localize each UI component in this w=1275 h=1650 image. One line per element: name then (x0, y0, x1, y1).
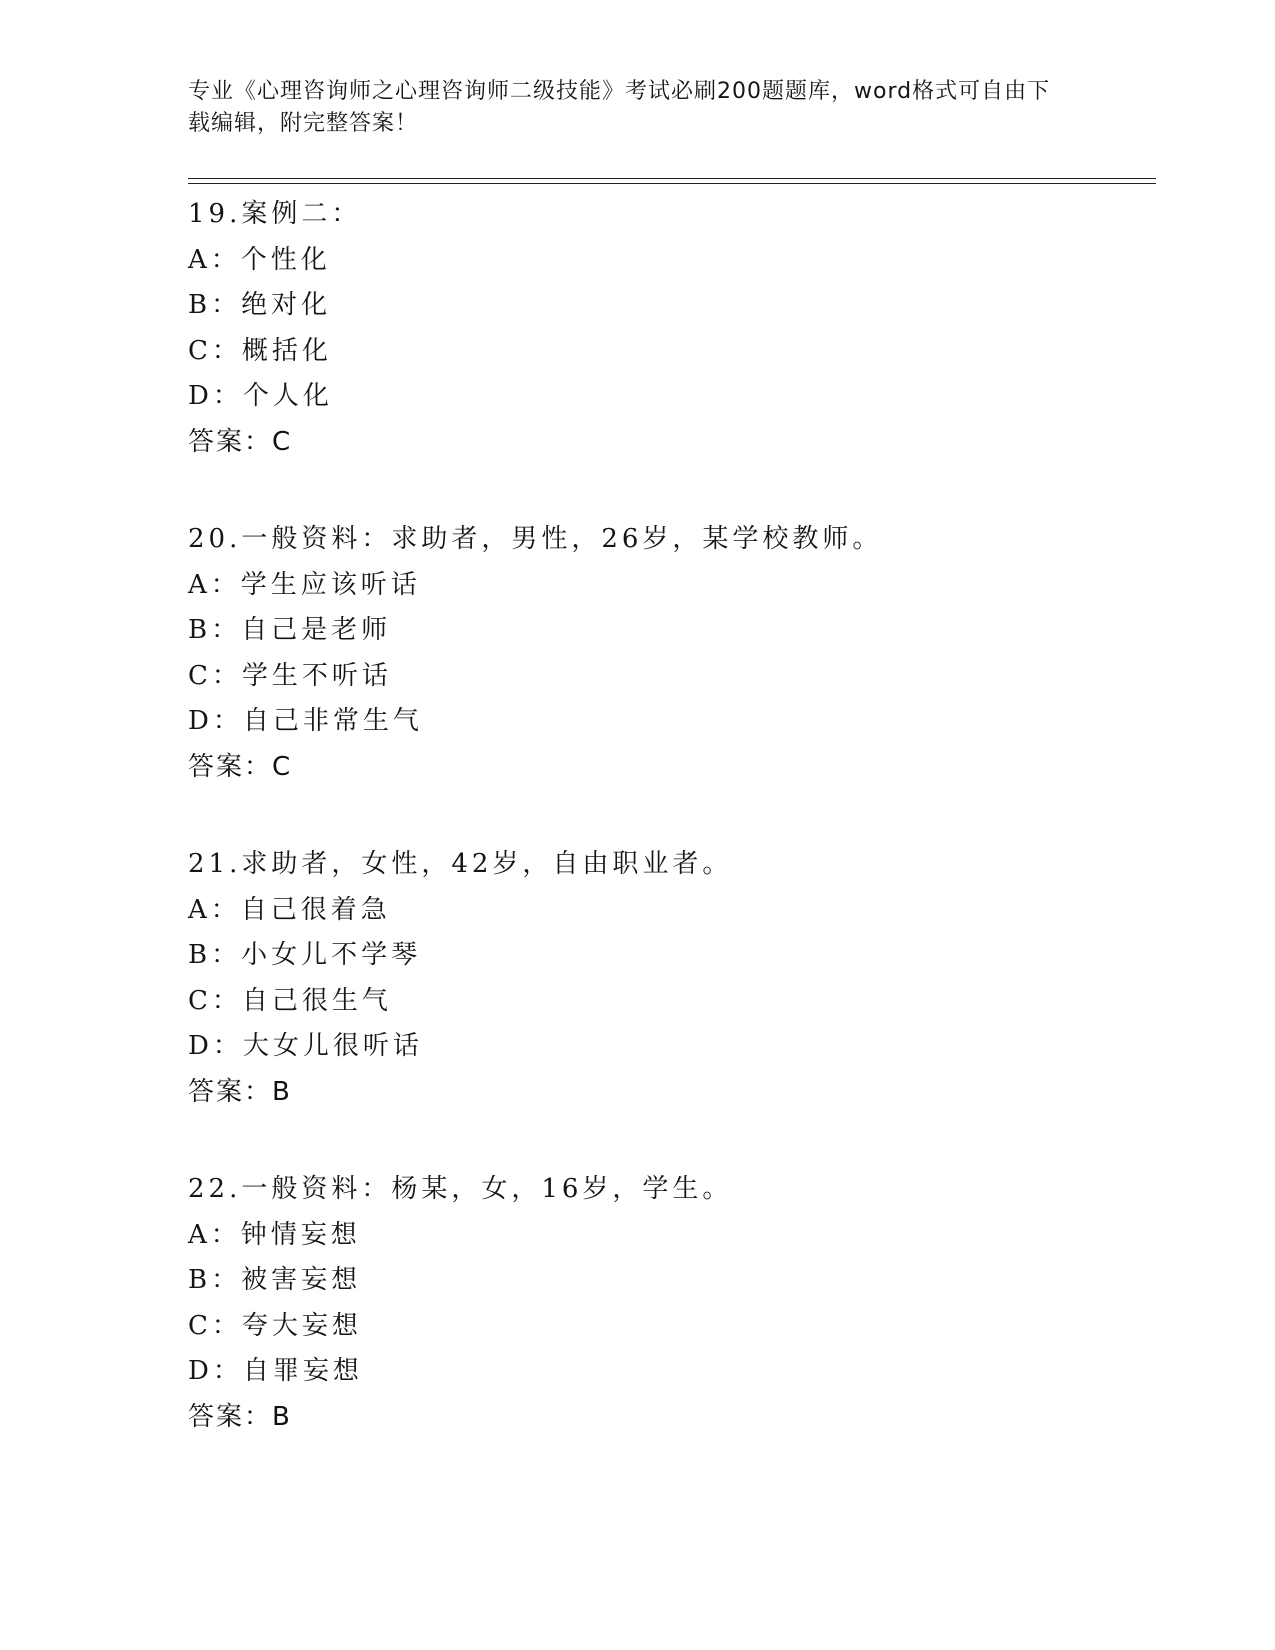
header-divider-top (188, 178, 1156, 179)
document-header: 专业《心理咨询师之心理咨询师二级技能》考试必刷200题题库，word格式可自由下载编辑，附完整答案！ (188, 79, 1051, 136)
answer-label: 答案：B (188, 1076, 292, 1107)
question-stem: 19.案例二： (188, 199, 362, 229)
header-divider-bottom (188, 183, 1156, 184)
question-stem: 21.求助者，女性，42岁，自由职业者。 (188, 849, 733, 879)
answer-label: 答案：B (188, 1401, 292, 1432)
option-c: C：夸大妄想 (188, 1310, 362, 1341)
option-a: A：钟情妄想 (188, 1219, 361, 1250)
question-22 (188, 1167, 1148, 1440)
option-b: B：小女儿不学琴 (188, 940, 422, 970)
question-spacer (188, 465, 1148, 517)
option-d: D：大女儿很听话 (188, 1031, 423, 1061)
option-b: B：被害妄想 (188, 1265, 362, 1295)
question-20 (188, 517, 1148, 790)
option-a: A：自己很着急 (188, 894, 391, 925)
option-d: D：自罪妄想 (188, 1356, 363, 1386)
option-b: B：自己是老师 (188, 615, 392, 645)
question-stem: 22.一般资料：杨某，女，16岁，学生。 (188, 1174, 733, 1204)
option-c: C：概括化 (188, 335, 332, 366)
option-c: C：自己很生气 (188, 985, 392, 1016)
option-d: D：自己非常生气 (188, 706, 423, 736)
question-stem: 20.一般资料：求助者，男性，26岁，某学校教师。 (188, 524, 883, 554)
option-b: B：绝对化 (188, 290, 332, 320)
option-c: C：学生不听话 (188, 660, 392, 691)
question-19 (188, 192, 1148, 465)
question-spacer (188, 1115, 1148, 1167)
question-21 (188, 842, 1148, 1115)
option-d: D：个人化 (188, 381, 333, 411)
question-spacer (188, 790, 1148, 842)
answer-label: 答案：C (188, 751, 293, 782)
answer-label: 答案：C (188, 426, 293, 457)
option-a: A：学生应该听话 (188, 569, 421, 600)
option-a: A：个性化 (188, 244, 331, 275)
question-list (188, 192, 1148, 1440)
